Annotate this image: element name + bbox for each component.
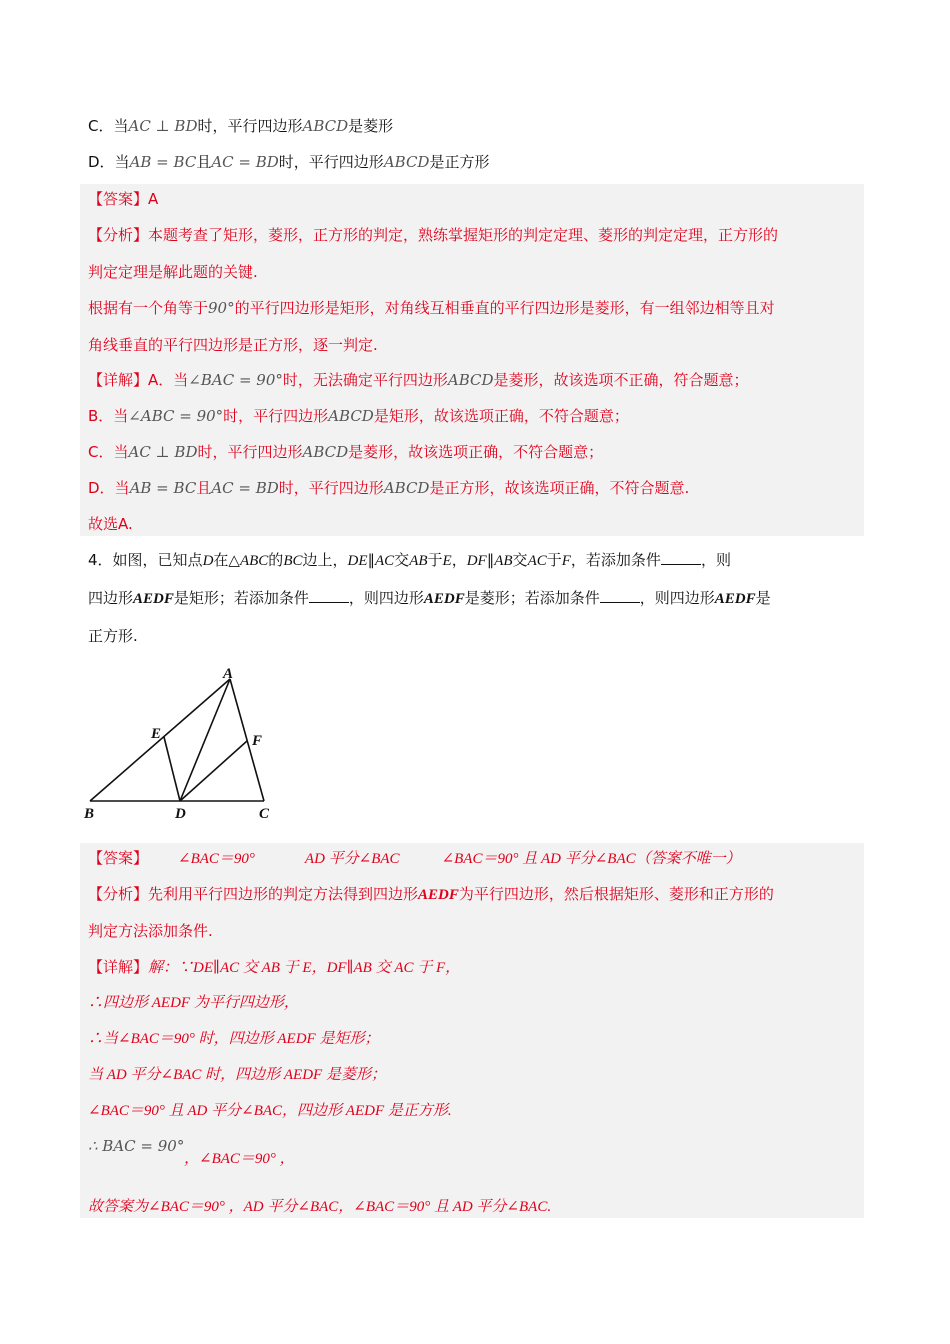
detail-4-and: 且 (196, 479, 212, 497)
q4-text-3: 的 (268, 551, 284, 569)
detail-4-shape: ABCD (383, 479, 430, 497)
detail-3-a: C．当 (88, 443, 129, 461)
option-c-mid: 时，平行四边形 (197, 117, 303, 135)
detail-2-line-1 (88, 957, 460, 978)
detail-2-label: 【详解】 (88, 958, 149, 976)
segment-ad (180, 679, 230, 801)
detail-2-c: 是矩形，故该选项正确，不符合题意； (373, 407, 629, 425)
detail-1-line-2 (88, 406, 629, 426)
triangle-figure (80, 660, 290, 830)
reason-1-line-1 (88, 298, 775, 318)
answer-1-value: A (148, 190, 159, 208)
option-d-mid: 时，平行四边形 (278, 153, 384, 171)
q4-quad: AEDF (423, 591, 465, 607)
analysis-1-label: 【分析】 (88, 226, 149, 244)
q4-point-f: F (561, 553, 571, 569)
analysis-1-line-2: 判定定理是解此题的关键. (88, 263, 258, 281)
q4-seg-df: DF (466, 553, 487, 569)
q4-text-7: 四边形 (88, 589, 134, 607)
analysis-2-quad: AEDF (418, 887, 459, 903)
answer-blank-3[interactable] (600, 588, 640, 603)
q4-text-12: 是 (755, 589, 771, 607)
segment-df (180, 741, 247, 801)
label-d: D (175, 806, 186, 822)
q4-point-e: E (442, 553, 452, 569)
detail-1-line-4 (88, 478, 689, 498)
analysis-1-line-1 (88, 225, 778, 245)
choose-line: 故选A. (88, 515, 133, 533)
label-a: A (223, 666, 234, 682)
q4-text-6: ，则 (700, 551, 731, 569)
option-d-condition-2: AC = BD (211, 153, 279, 171)
q4-quad: AEDF (133, 591, 174, 607)
question-number: 4． (88, 551, 113, 569)
segment-de (164, 737, 180, 801)
detail-2-line-5: ∠BAC＝90° 且 AD 平分∠BAC，四边形 AEDF 是正方形. (88, 1103, 452, 1119)
option-d-prefix: D．当 (88, 153, 130, 171)
answer-2-label: 【答案】 (88, 849, 149, 867)
reason-1-math: 90° (208, 299, 235, 317)
detail-1-b: 时，无法确定平行四边形 (282, 371, 448, 389)
q4-quad: AEDF (714, 591, 756, 607)
q4-text-8: 是矩形；若添加条件 (173, 589, 309, 607)
detail-1-line-1 (88, 370, 749, 390)
label-b: B (84, 806, 95, 822)
detail-4-a: D．当 (88, 479, 130, 497)
detail-1-line-3 (88, 442, 603, 462)
parallel-symbol: ∥ (367, 551, 375, 569)
q4-side-bc: BC (283, 553, 303, 569)
q4-text-10: 是菱形；若添加条件 (464, 589, 600, 607)
detail-2-line-6-text: ，∠BAC＝90° ， (184, 1151, 295, 1167)
detail-2-line-6-math (88, 1136, 184, 1156)
detail-2-a: B．当 (88, 407, 129, 425)
detail-2-therefore-math: ∴ BAC = 90° (88, 1137, 185, 1155)
detail-4-b: 时，平行四边形 (278, 479, 384, 497)
detail-2-b: 时，平行四边形 (223, 407, 329, 425)
analysis-2-line-2: 判定方法添加条件. (88, 922, 213, 940)
answer-1-line (88, 189, 158, 209)
detail-1-math: ∠BAC = 90° (188, 371, 283, 389)
label-f: F (252, 733, 263, 749)
q4-comma: ， (451, 551, 467, 569)
option-d-shape: ABCD (383, 153, 430, 171)
reason-1-line-2: 角线垂直的平行四边形是正方形，逐一判定. (88, 336, 378, 354)
reason-1-text-b: 的平行四边形是矩形，对角线互相垂直的平行四边形是菱形，有一组邻边相等且对 (234, 299, 775, 317)
q4-yu: 于 (546, 551, 562, 569)
analysis-1-text-1: 本题考查了矩形，菱形，正方形的判定，熟练掌握矩形的判定定理、菱形的判定定理，正方形的 (148, 226, 779, 244)
detail-2-line-3: ∴当∠BAC＝90° 时，四边形 AEDF 是矩形； (88, 1031, 380, 1047)
detail-2-line-4: 当 AD 平分∠BAC 时，四边形 AEDF 是菱形； (88, 1067, 386, 1083)
option-c-shape: ABCD (302, 117, 349, 135)
option-c-condition: AC ⊥ BD (128, 117, 198, 135)
q4-seg-ac: AC (527, 553, 547, 569)
detail-3-b: 时，平行四边形 (197, 443, 303, 461)
detail-2-text-1: 解：∵DE∥AC 交 AB 于 E，DF∥AB 交 AC 于 F， (148, 960, 461, 976)
q4-seg-ab: AB (494, 553, 513, 569)
q4-point-d: D (202, 553, 214, 569)
detail-1-shape: ABCD (447, 371, 494, 389)
option-c (88, 116, 393, 136)
detail-1-c: 是菱形，故该选项不正确，符合题意； (493, 371, 749, 389)
option-c-prefix: C．当 (88, 117, 129, 135)
answer-blank-2[interactable] (309, 588, 349, 603)
option-d-and: 且 (196, 153, 212, 171)
option-c-suffix: 是菱形 (348, 117, 394, 135)
q4-seg-ab: AB (409, 553, 428, 569)
option-d (88, 152, 489, 172)
analysis-2-text-b: 为平行四边形，然后根据矩形、菱形和正方形的 (458, 885, 774, 903)
question-4-line-2 (88, 588, 771, 609)
detail-4-math-1: AB = BC (129, 479, 197, 497)
detail-4-math-2: AC = BD (211, 479, 279, 497)
analysis-2-text-a: 先利用平行四边形的判定方法得到四边形 (148, 885, 419, 903)
label-c: C (259, 806, 270, 822)
parallel-symbol: ∥ (486, 551, 495, 569)
q4-text-11: ，则四边形 (639, 589, 715, 607)
detail-2-line-2: ∴四边形 AEDF 为平行四边形， (88, 995, 299, 1011)
detail-4-c: 是正方形，故该选项正确，不符合题意. (429, 479, 690, 497)
q4-seg-de: DE (347, 553, 368, 569)
detail-3-math: AC ⊥ BD (128, 443, 198, 461)
answer-2-rectangle: ∠BAC＝90° (178, 851, 255, 867)
analysis-2-label: 【分析】 (88, 885, 149, 903)
answer-blank-1[interactable] (661, 550, 701, 565)
q4-text-1: 如图，已知点 (112, 551, 203, 569)
answer-2-line (88, 848, 741, 869)
label-e: E (151, 726, 162, 742)
detail-1-a: A．当 (148, 371, 189, 389)
detail-1-label: 【详解】 (88, 371, 149, 389)
q4-text-9: ，则四边形 (348, 589, 424, 607)
q4-yu: 于 (427, 551, 443, 569)
detail-3-c: 是菱形，故该选项正确，不符合题意； (348, 443, 604, 461)
q4-text-5: ，若添加条件 (570, 551, 661, 569)
reason-1-text-a: 根据有一个角等于 (88, 299, 209, 317)
q4-jiao: 交 (512, 551, 528, 569)
option-d-suffix: 是正方形 (429, 153, 490, 171)
q4-seg-ac: AC (375, 553, 395, 569)
detail-2-line-7: 故答案为∠BAC＝90° ，AD 平分∠BAC，∠BAC＝90° 且 AD 平分∠BAC. (88, 1199, 552, 1215)
option-d-condition-1: AB = BC (129, 153, 197, 171)
q4-jiao: 交 (394, 551, 410, 569)
q4-text-4: 边上， (302, 551, 348, 569)
answer-2-square: ∠BAC＝90° 且 AD 平分∠BAC（答案不唯一） (441, 851, 741, 867)
answer-2-rhombus: AD 平分∠BAC (304, 851, 400, 867)
detail-2-math: ∠ABC = 90° (128, 407, 224, 425)
analysis-2-line-1 (88, 884, 774, 905)
question-4-line-1 (88, 550, 731, 571)
question-4-line-3: 正方形. (88, 627, 138, 645)
q4-triangle: ABC (239, 553, 269, 569)
detail-3-shape: ABCD (302, 443, 349, 461)
q4-text-2: 在△ (213, 551, 240, 569)
detail-2-shape: ABCD (328, 407, 374, 425)
answer-1-label: 【答案】 (88, 190, 149, 208)
